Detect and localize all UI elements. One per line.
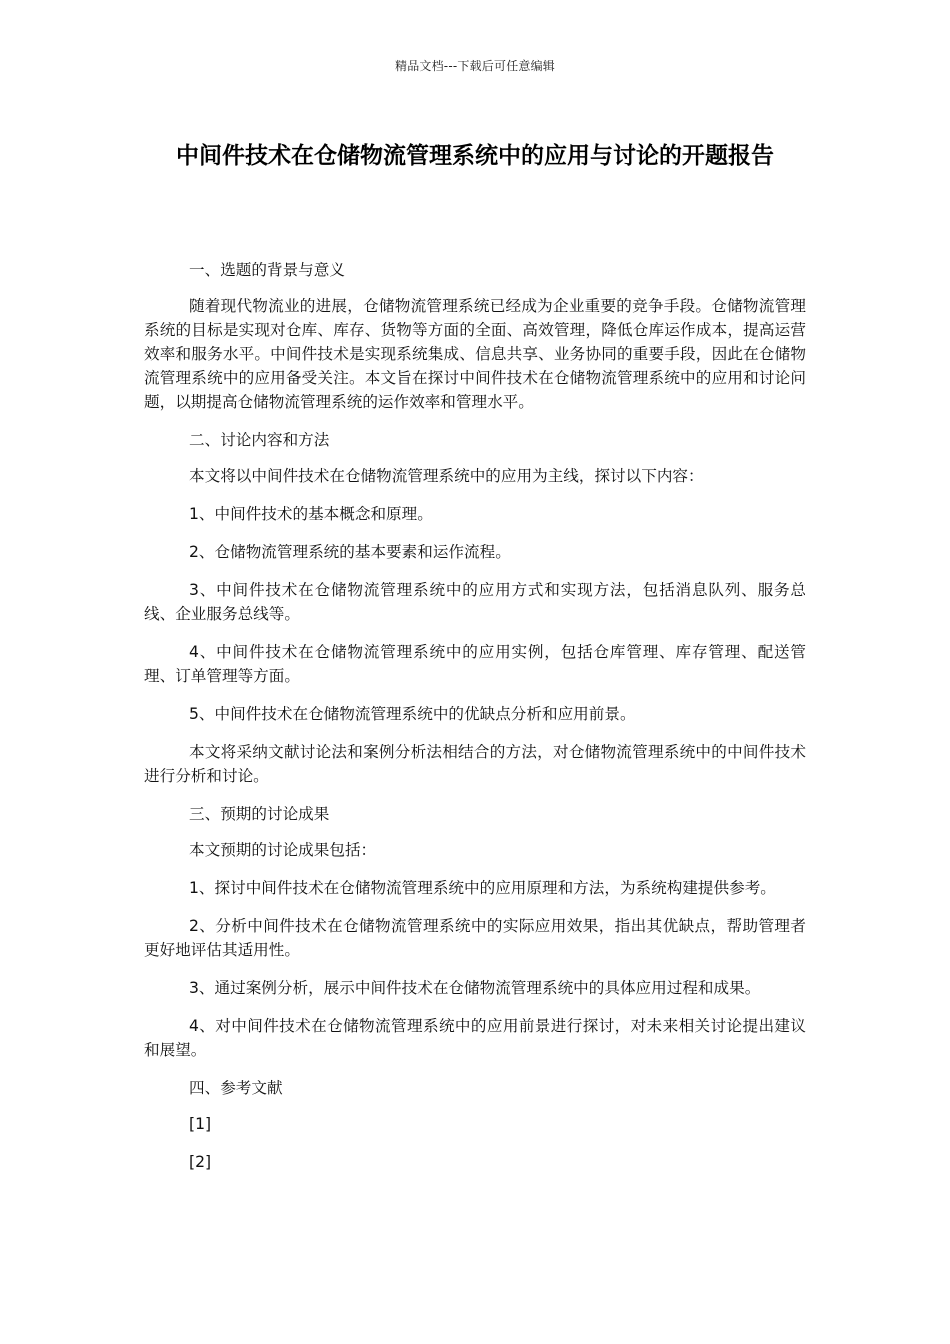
header-note: 精品文档---下载后可任意编辑	[395, 59, 555, 73]
result-item: 1、探讨中间件技术在仓储物流管理系统中的应用原理和方法，为系统构建提供参考。	[189, 879, 776, 897]
reference-item: [1]	[189, 1115, 212, 1133]
background-paragraph: 随着现代物流业的进展，仓储物流管理系统已经成为企业重要的竞争手段。仓储物流管理系统的目标是实现对仓库、库存、货物等方面的全面、高效管理，降低仓库运作成本，提高运营效率和服务水平。中间件技术是实现系统集成、信息共享、业务协同的重要手段，因此在仓储物流管理系统中的应用备受关注。本文旨在探讨中间件技术在仓储物流管理系统中的应用和讨论问题，以期提高仓储物流管理系统的运作效率和管理水平。	[144, 297, 806, 411]
section-heading-expected-results: 三、预期的讨论成果	[189, 805, 330, 823]
content-item: 2、仓储物流管理系统的基本要素和运作流程。	[189, 543, 511, 561]
document-body	[144, 258, 806, 1188]
result-item: 3、通过案例分析，展示中间件技术在仓储物流管理系统中的具体应用过程和成果。	[189, 979, 761, 997]
content-item: 3、中间件技术在仓储物流管理系统中的应用方式和实现方法，包括消息队列、服务总线、企业服务总线等。	[144, 581, 806, 623]
content-intro-paragraph: 本文将以中间件技术在仓储物流管理系统中的应用为主线，探讨以下内容：	[189, 467, 704, 485]
content-item: 4、中间件技术在仓储物流管理系统中的应用实例，包括仓库管理、库存管理、配送管理、订单管理等方面。	[144, 643, 806, 685]
content-item: 5、中间件技术在仓储物流管理系统中的优缺点分析和应用前景。	[189, 705, 636, 723]
section-heading-references: 四、参考文献	[189, 1079, 283, 1097]
content-item: 1、中间件技术的基本概念和原理。	[189, 505, 433, 523]
document-title: 中间件技术在仓储物流管理系统中的应用与讨论的开题报告	[176, 143, 774, 169]
section-heading-content-method: 二、讨论内容和方法	[189, 431, 330, 449]
method-paragraph: 本文将采纳文献讨论法和案例分析法相结合的方法，对仓储物流管理系统中的中间件技术进行分析和讨论。	[144, 743, 806, 785]
results-intro-paragraph: 本文预期的讨论成果包括：	[189, 841, 377, 859]
result-item: 2、分析中间件技术在仓储物流管理系统中的实际应用效果，指出其优缺点，帮助管理者更好地评估其适用性。	[144, 917, 806, 959]
reference-item: [2]	[189, 1153, 212, 1171]
section-heading-background: 一、选题的背景与意义	[189, 261, 345, 279]
result-item: 4、对中间件技术在仓储物流管理系统中的应用前景进行探讨，对未来相关讨论提出建议和展望。	[144, 1017, 806, 1059]
